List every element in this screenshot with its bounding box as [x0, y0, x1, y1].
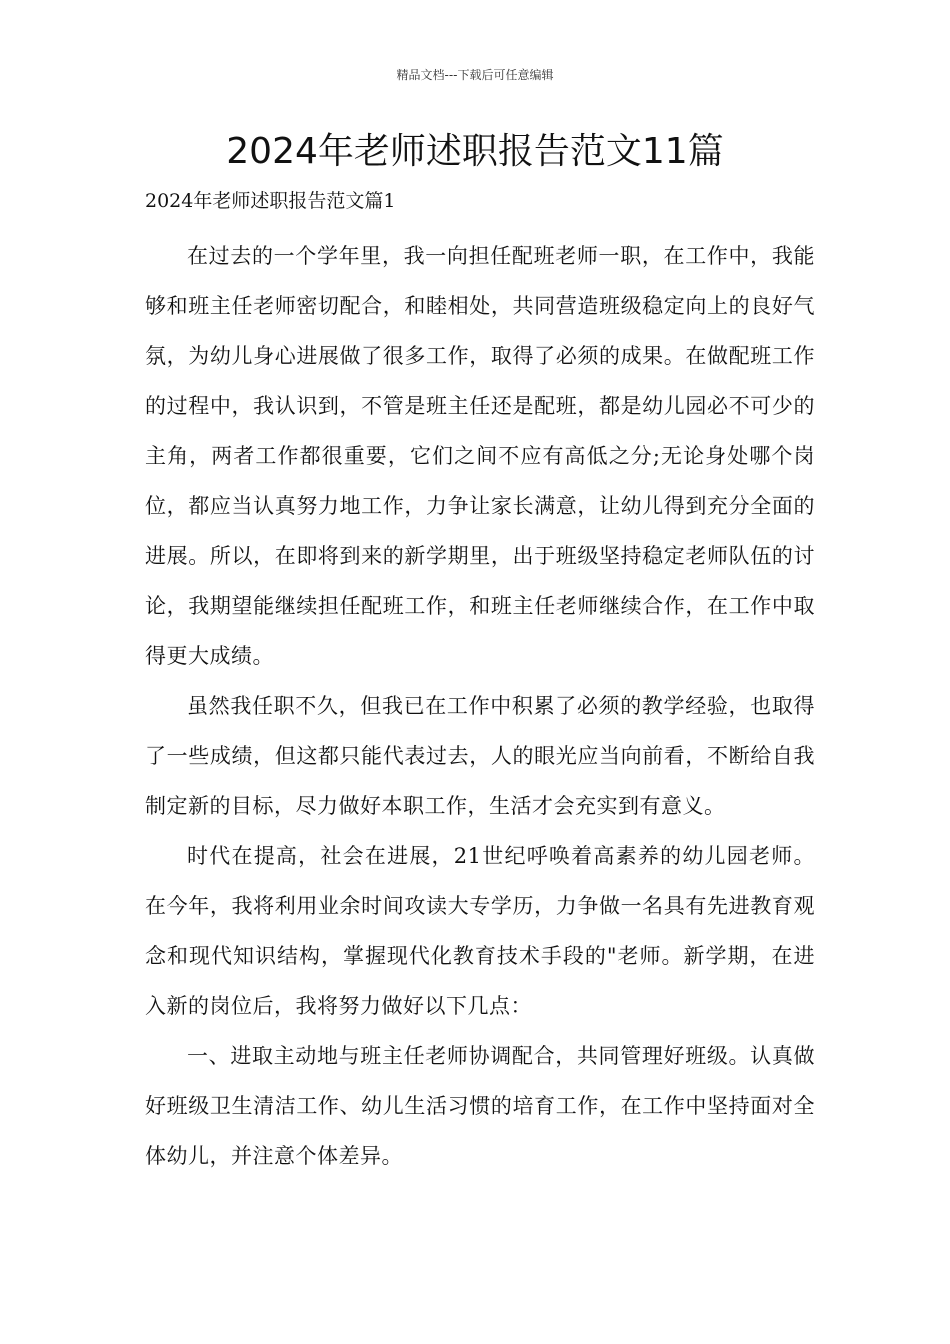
paragraph-2: 虽然我任职不久，但我已在工作中积累了必须的教学经验，也取得了一些成绩，但这都只能代表过去，人的眼光应当向前看，不断给自我制定新的目标，尽力做好本职工作，生活才会充实到有意义。: [145, 694, 815, 818]
paragraph-1: 在过去的一个学年里，我一向担任配班老师一职，在工作中，我能够和班主任老师密切配合，和睦相处，共同营造班级稳定向上的良好气氛，为幼儿身心进展做了很多工作，取得了必须的成果。在做配班工作的过程中，我认识到，不管是班主任还是配班，都是幼儿园必不可少的主角，两者工作都很重要，它们之间不应有高低之分;无论身处哪个岗位，都应当认真努力地工作，力争让家长满意，让幼儿得到充分全面的进展。所以，在即将到来的新学期里，出于班级坚持稳定老师队伍的讨论，我期望能继续担任配班工作，和班主任老师继续合作，在工作中取得更大成绩。: [145, 244, 815, 668]
section-subheading: 2024年老师述职报告范文篇1: [145, 190, 396, 212]
document-title: 2024年老师述职报告范文11篇: [226, 131, 724, 172]
document-body: [145, 231, 815, 1181]
page-header-watermark: 精品文档---下载后可任意编辑: [396, 68, 554, 82]
paragraph-3: 时代在提高，社会在进展，21世纪呼唤着高素养的幼儿园老师。在今年，我将利用业余时间攻读大专学历，力争做一名具有先进教育观念和现代知识结构，掌握现代化教育技术手段的"老师。新学期，在进入新的岗位后，我将努力做好以下几点：: [145, 844, 815, 1018]
paragraph-4: 一、进取主动地与班主任老师协调配合，共同管理好班级。认真做好班级卫生清洁工作、幼儿生活习惯的培育工作，在工作中坚持面对全体幼儿，并注意个体差异。: [145, 1044, 815, 1168]
